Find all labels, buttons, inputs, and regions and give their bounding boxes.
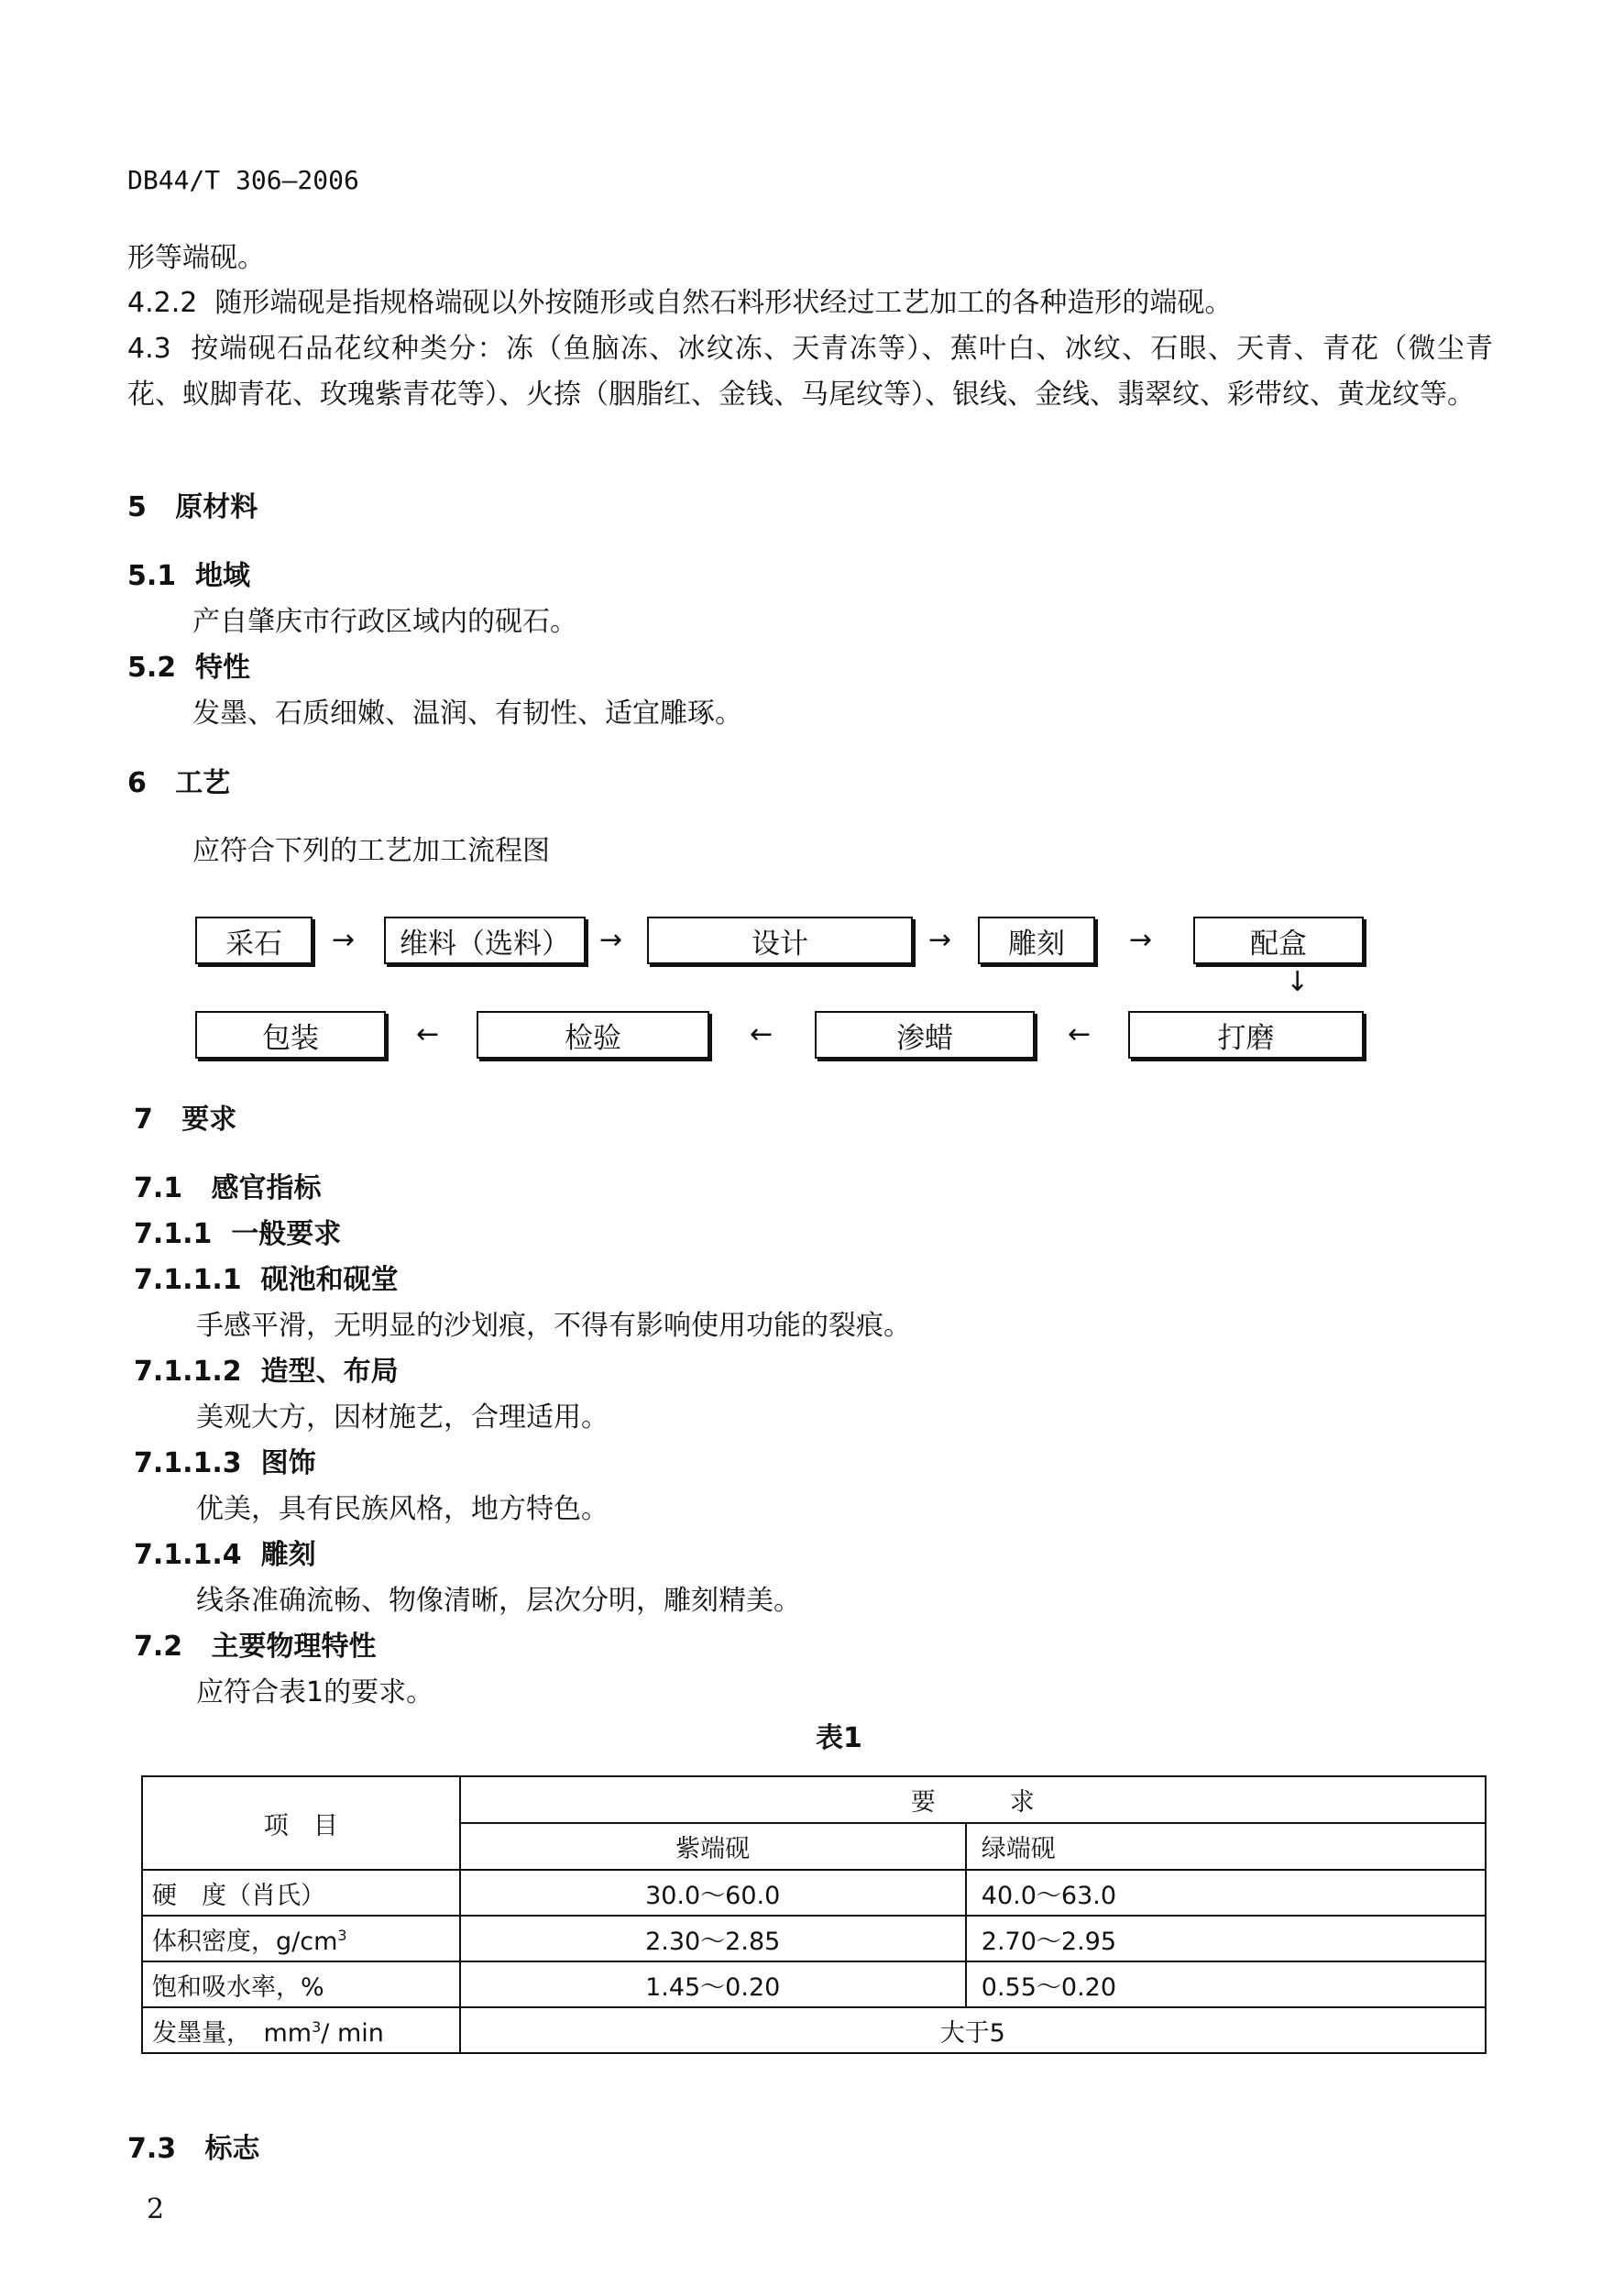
row-item-ink-yield: [142, 2007, 460, 2053]
superscript: 3: [312, 2017, 322, 2036]
flow-step-polishing: 打磨: [1128, 1011, 1364, 1059]
clause-number: 7.1: [134, 1172, 183, 1204]
clause-number: 7.1.1.2: [134, 1356, 242, 1388]
table-header-row: [142, 1776, 1486, 1823]
header-purple-inkstone: 紫端砚: [460, 1823, 966, 1870]
clause-7-3-heading: [127, 2134, 260, 2165]
document-code: DB44/T 306—2006: [127, 165, 359, 195]
flow-step-carving: 雕刻: [978, 917, 1095, 964]
clause-7-1-1-1-heading: [134, 1265, 399, 1296]
clause-7-1-1-4-text: 线条准确流畅、物像清晰，层次分明，雕刻精美。: [196, 1585, 801, 1617]
header-requirement: 要 求: [460, 1776, 1486, 1823]
row-green-value: 0.55～0.20: [966, 1961, 1486, 2007]
left-arrow-icon: ←: [1068, 1018, 1092, 1050]
clause-7-1-1-2-heading: [134, 1357, 399, 1388]
clause-4-2-2: [127, 280, 1493, 326]
row-green-value: 2.70～2.95: [966, 1916, 1486, 1961]
physical-properties-table: [141, 1775, 1487, 2054]
flow-step-inspection: 检验: [477, 1011, 709, 1059]
row-merged-value: 大于5: [460, 2007, 1486, 2053]
clause-7-1-1-heading: [134, 1219, 341, 1250]
clause-7-1-1-3-text: 优美，具有民族风格，地方特色。: [196, 1493, 609, 1525]
clause-number: 5.2: [127, 652, 177, 684]
table-caption: 表1: [816, 1722, 862, 1754]
flow-step-waxing: 渗蜡: [815, 1011, 1035, 1059]
clause-number: 7.1.1: [134, 1218, 213, 1250]
row-item-unit: / min: [321, 2018, 384, 2048]
clause-5-1-heading: [127, 561, 250, 592]
section-6-heading: [127, 768, 230, 799]
flow-step-boxing: 配盒: [1193, 917, 1364, 964]
section-number: 5: [127, 491, 147, 523]
flow-step-packaging: 包装: [195, 1011, 386, 1059]
clause-7-1-1-2-text: 美观大方，因材施艺，合理适用。: [196, 1401, 609, 1434]
flow-step-material-selection: 维料（选料）: [384, 917, 586, 964]
clause-4-3: [127, 326, 1493, 417]
header-green-inkstone: 绿端砚: [966, 1823, 1486, 1870]
clause-number: 7.1.1.1: [134, 1264, 242, 1296]
table-row: [142, 1961, 1486, 2007]
clause-number: 4.3: [127, 333, 171, 365]
flow-step-design: 设计: [647, 917, 913, 964]
row-item-text: 发墨量， mm: [152, 2018, 313, 2048]
clause-7-2-heading: [134, 1631, 377, 1663]
section-5-heading: [127, 492, 258, 523]
left-arrow-icon: ←: [750, 1018, 774, 1050]
clause-7-1-1-4-heading: [134, 1540, 316, 1571]
section-number: 7: [134, 1104, 153, 1136]
clause-7-1-1-3-heading: [134, 1448, 316, 1479]
row-purple-value: 2.30～2.85: [460, 1916, 966, 1961]
clause-number: 5.1: [127, 560, 177, 592]
section-number: 6: [127, 767, 147, 799]
page-number: 2: [147, 2193, 165, 2225]
clause-title: 特性: [195, 652, 251, 684]
clause-title: 感官指标: [211, 1172, 322, 1204]
clause-title: 一般要求: [231, 1218, 342, 1250]
row-item-density: [142, 1916, 460, 1961]
clause-title: 造型、布局: [260, 1356, 399, 1388]
down-arrow-icon: ↓: [1286, 966, 1310, 998]
row-green-value: 40.0～63.0: [966, 1870, 1486, 1916]
row-purple-value: 30.0～60.0: [460, 1870, 966, 1916]
left-arrow-icon: ←: [416, 1018, 440, 1050]
clause-5-2-heading: [127, 653, 250, 684]
section-6-text: 应符合下列的工艺加工流程图: [192, 835, 550, 867]
clause-7-1-1-1-text: 手感平滑，无明显的沙划痕，不得有影响使用功能的裂痕。: [196, 1310, 911, 1342]
row-item-hardness: 硬 度（肖氏）: [142, 1870, 460, 1916]
clause-5-1-text: 产自肇庆市行政区域内的砚石。: [192, 606, 577, 638]
table-row: [142, 2007, 1486, 2053]
clause-number: 7.3: [127, 2133, 177, 2165]
right-arrow-icon: →: [332, 924, 356, 956]
clause-5-2-text: 发墨、石质细嫩、温润、有韧性、适宜雕琢。: [192, 698, 742, 730]
superscript: 3: [337, 1926, 347, 1944]
header-item: 项 目: [142, 1776, 460, 1870]
clause-title: 标志: [204, 2133, 260, 2165]
right-arrow-icon: →: [1129, 924, 1153, 956]
clause-7-2-text: 应符合表1的要求。: [196, 1676, 434, 1708]
clause-title: 砚池和砚堂: [260, 1264, 399, 1296]
clause-7-1-heading: [134, 1173, 322, 1204]
row-item-text: 体积密度，g/cm: [152, 1927, 338, 1956]
clause-number: 7.2: [134, 1631, 183, 1663]
clause-text: 按端砚石品花纹种类分：冻（鱼脑冻、冰纹冻、天青冻等）、蕉叶白、冰纹、石眼、天青、青花（微尘青花、蚁脚青花、玫瑰紫青花等）、火捺（胭脂红、金钱、马尾纹等）、银线、金线、翡翠纹、彩带纹、黄龙纹等。: [127, 333, 1494, 411]
flow-step-quarry: 采石: [195, 917, 313, 964]
right-arrow-icon: →: [599, 924, 623, 956]
row-purple-value: 1.45～0.20: [460, 1961, 966, 2007]
row-item-water-absorption: 饱和吸水率，%: [142, 1961, 460, 2007]
clause-title: 主要物理特性: [211, 1631, 377, 1663]
table-row: [142, 1916, 1486, 1961]
clause-number: 7.1.1.4: [134, 1539, 242, 1571]
clause-title: 图饰: [260, 1447, 316, 1479]
section-title: 工艺: [175, 767, 231, 799]
section-7-heading: [134, 1104, 236, 1136]
section-title: 要求: [181, 1104, 237, 1136]
table-row: [142, 1870, 1486, 1916]
continued-text: 形等端砚。: [127, 242, 265, 274]
section-title: 原材料: [175, 491, 258, 523]
clause-number: 4.2.2: [127, 287, 198, 319]
clause-title: 地域: [195, 560, 251, 592]
right-arrow-icon: →: [928, 924, 952, 956]
clause-title: 雕刻: [260, 1539, 316, 1571]
clause-text: 随形端砚是指规格端砚以外按随形或自然石料形状经过工艺加工的各种造形的端砚。: [214, 287, 1233, 319]
clause-number: 7.1.1.3: [134, 1447, 242, 1479]
